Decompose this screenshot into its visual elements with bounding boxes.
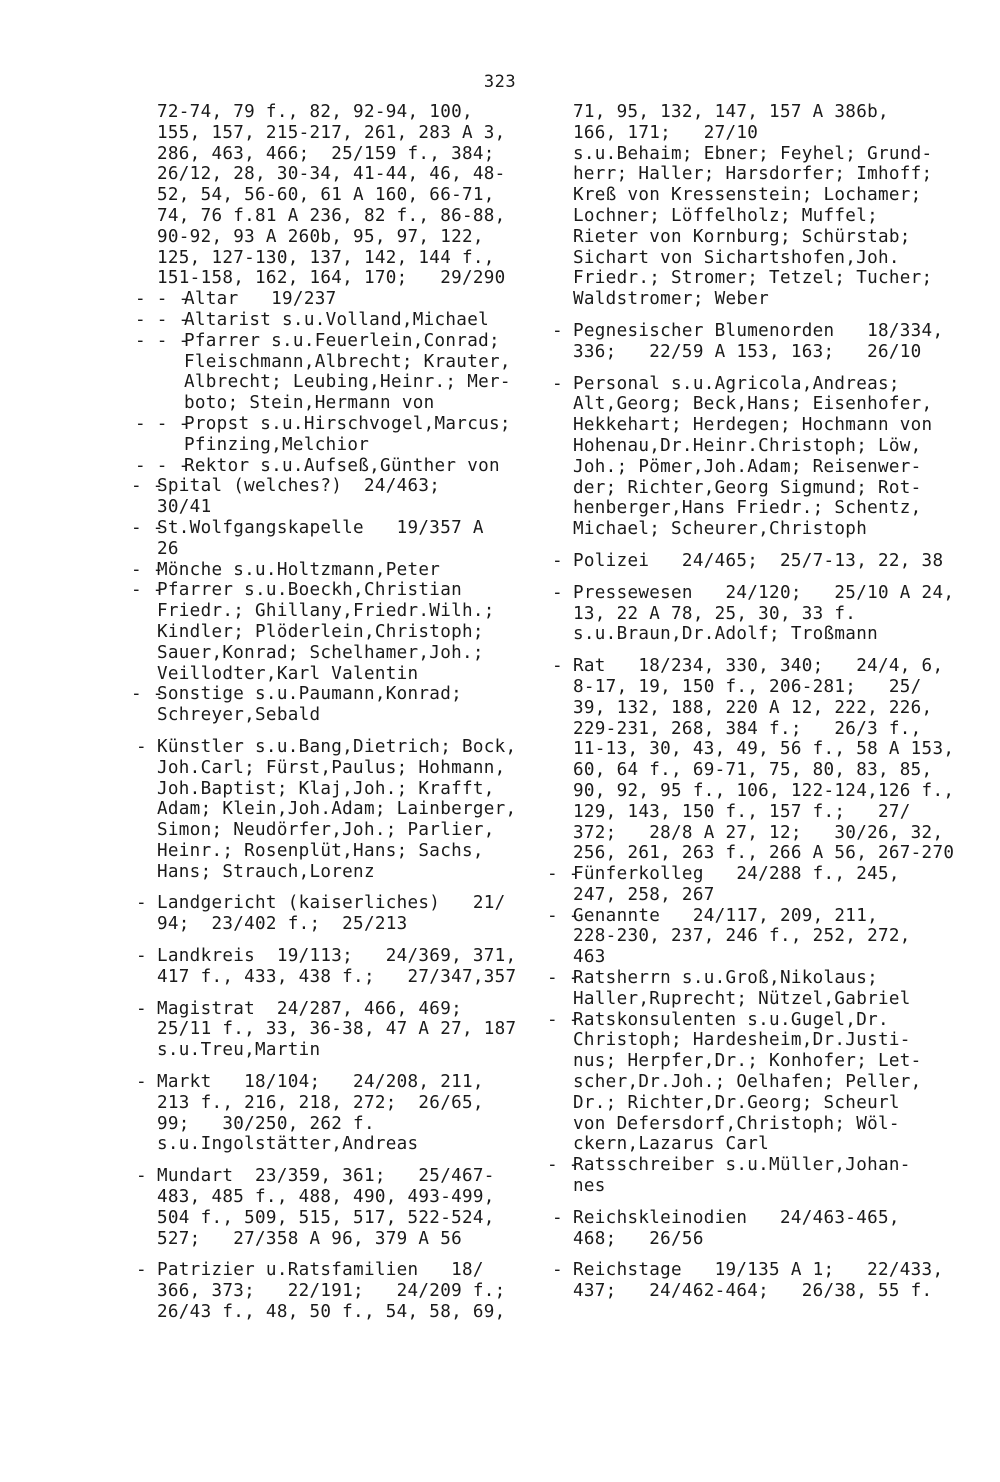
entry-level-dash: - [136, 736, 147, 757]
index-entry [552, 374, 937, 540]
entry-line: Simon; Neudörfer,Joh.; Parlier, [157, 820, 495, 841]
entry-line: 90-92, 93 A 260b, 95, 97, 122, [157, 226, 484, 247]
entry-level-dash: - - [131, 476, 164, 497]
entry-line: Ratsherrn s.u.Groß,Nikolaus; [573, 968, 878, 989]
index-entry [131, 476, 508, 518]
entry-level-dash: - [136, 1166, 147, 1187]
entry-line: 483, 485 f., 488, 490, 493-499, [157, 1187, 495, 1208]
entry-level-dash: - [136, 1260, 147, 1281]
entry-line: Hans; Strauch,Lorenz [157, 861, 375, 882]
index-entry [136, 310, 508, 331]
entry-level-dash: - [552, 550, 563, 571]
index-entry [136, 1072, 508, 1155]
entry-line: 26 [157, 538, 179, 559]
entry-line: boto; Stein,Hermann von [184, 393, 435, 414]
entry-line: Albrecht; Leubing,Heinr.; Mer- [184, 372, 511, 393]
entry-line: 166, 171; 27/10 [573, 122, 759, 143]
entry-line: Polizei 24/465; 25/7-13, 22, 38 [573, 550, 944, 571]
entry-line: 39, 132, 188, 220 A 12, 222, 226, [573, 697, 933, 718]
entry-line: Schreyer,Sebald [157, 705, 321, 726]
entry-line: herr; Haller; Harsdorfer; Imhoff; [573, 164, 933, 185]
entry-line: 25/11 f., 33, 36-38, 47 A 27, 187 [157, 1019, 517, 1040]
index-entry [136, 102, 508, 289]
index-entry [136, 736, 517, 883]
index-entry [136, 893, 508, 935]
entry-line: Sonstige s.u.Paumann,Konrad; [157, 684, 462, 705]
entry-line: 52, 54, 56-60, 61 A 160, 66-71, [157, 185, 495, 206]
index-entry [547, 968, 937, 1010]
entry-line: Fleischmann,Albrecht; Krauter, [184, 351, 511, 372]
entry-line: 74, 76 f.81 A 236, 82 f., 86-88, [157, 205, 506, 226]
entry-line: 125, 127-130, 137, 142, 144 f., [157, 247, 495, 268]
index-entry [136, 289, 508, 310]
entry-line: Dr.; Richter,Dr.Georg; Scheurl [573, 1092, 900, 1113]
entry-line: 60, 64 f., 69-71, 75, 80, 83, 85, [573, 760, 933, 781]
entry-line: s.u.Braun,Dr.Adolf; Troßmann [573, 624, 878, 645]
index-entry [552, 1208, 937, 1250]
entry-line: 13, 22 A 78, 25, 30, 33 f. [573, 603, 857, 624]
entry-level-dash: - [552, 582, 563, 603]
entry-level-dash: - - - [135, 309, 190, 330]
entry-line: Joh.Baptist; Klaj,Joh.; Krafft, [157, 778, 495, 799]
entry-level-dash: - - [547, 968, 580, 989]
entry-line: 11-13, 30, 43, 49, 56 f., 58 A 153, [573, 739, 955, 760]
entry-level-dash: - [552, 1260, 563, 1281]
entry-line: Reichstage 19/135 A 1; 22/433, [573, 1260, 944, 1281]
entry-level-dash: - [136, 946, 147, 967]
entry-line: Genannte 24/117, 209, 211, [573, 905, 878, 926]
entry-level-dash: - - [131, 559, 164, 580]
entry-line: Pfarrer s.u.Feuerlein,Conrad; [184, 330, 500, 351]
left-column [131, 102, 517, 1323]
index-entry [136, 1260, 508, 1322]
entry-line: nes [573, 1176, 606, 1197]
right-column [547, 102, 955, 1302]
entry-line: Magistrat 24/287, 466, 469; [157, 998, 462, 1019]
entry-line: 286, 463, 466; 25/159 f., 384; [157, 143, 495, 164]
entry-level-dash: - - - [135, 330, 190, 351]
index-entry [136, 1166, 508, 1249]
entry-line: Waldstromer; Weber [573, 289, 770, 310]
entry-line: 247, 258, 267 [573, 884, 715, 905]
index-entry [547, 905, 937, 968]
entry-line: Markt 18/104; 24/208, 211, [157, 1072, 484, 1093]
entry-line: Ratskonsulenten s.u.Gugel,Dr. [573, 1009, 889, 1030]
entry-line: 468; 26/56 [573, 1228, 704, 1249]
index-entry [552, 1260, 944, 1302]
entry-line: Altarist s.u.Volland,Michael [184, 309, 489, 330]
entry-line: 372; 28/8 A 27, 12; 30/26, 32, [573, 822, 944, 843]
index-entry [552, 582, 955, 645]
index-entry [552, 656, 955, 864]
index-entry [131, 684, 508, 726]
index-entry [552, 102, 937, 310]
entry-line: Landgericht (kaiserliches) 21/ [157, 893, 506, 914]
entry-level-dash: - [136, 893, 147, 914]
index-entry [547, 1155, 937, 1197]
entry-line: Fünferkolleg 24/288 f., 245, [573, 864, 900, 885]
entry-line: 151-158, 162, 164, 170; 29/290 [157, 268, 506, 289]
entry-level-dash: - [552, 1207, 563, 1228]
entry-line: 72-74, 79 f., 82, 92-94, 100, [157, 102, 473, 122]
entry-line: Reichskleinodien 24/463-465, [573, 1207, 900, 1228]
entry-level-dash: - - [547, 905, 580, 926]
entry-line: 99; 30/250, 262 f. [157, 1113, 375, 1134]
entry-line: henberger,Hans Friedr.; Schentz, [573, 498, 922, 519]
entry-line: s.u.Ingolstätter,Andreas [157, 1134, 419, 1155]
entry-level-dash: - - - [135, 455, 190, 476]
entry-line: Rektor s.u.Aufseß,Günther von [184, 455, 500, 476]
entry-line: Sauer,Konrad; Schelhamer,Joh.; [157, 642, 484, 663]
entry-line: 336; 22/59 A 153, 163; 26/10 [573, 341, 922, 362]
entry-line: 527; 27/358 A 96, 379 A 56 [157, 1228, 462, 1249]
entry-line: Hekkehart; Herdegen; Hochmann von [573, 415, 933, 436]
entry-line: 71, 95, 132, 147, 157 A 386b, [573, 102, 889, 122]
entry-line: 437; 24/462-464; 26/38, 55 f. [573, 1281, 933, 1302]
entry-line: Hohenau,Dr.Heinr.Christoph; Löw, [573, 435, 922, 456]
entry-line: Rat 18/234, 330, 340; 24/4, 6, [573, 656, 944, 677]
entry-line: der; Richter,Georg Sigmund; Rot- [573, 477, 922, 498]
entry-line: Pressewesen 24/120; 25/10 A 24, [573, 582, 955, 603]
entry-line: Alt,Georg; Beck,Hans; Eisenhofer, [573, 394, 933, 415]
entry-line: Friedr.; Stromer; Tetzel; Tucher; [573, 268, 933, 289]
entry-line: Kreß von Kressenstein; Lochamer; [573, 185, 922, 206]
entry-line: Spital (welches?) 24/463; [157, 476, 441, 497]
entry-line: Altar 19/237 [184, 289, 337, 310]
entry-line: Künstler s.u.Bang,Dietrich; Bock, [157, 736, 517, 757]
entry-line: 213 f., 216, 218, 272; 26/65, [157, 1092, 484, 1113]
entry-line: Joh.; Pömer,Joh.Adam; Reisenwer- [573, 456, 922, 477]
entry-line: 30/41 [157, 497, 212, 518]
entry-line: Sichart von Sichartshofen,Joh. [573, 247, 900, 268]
index-entry [131, 559, 508, 581]
entry-line: Adam; Klein,Joh.Adam; Lainberger, [157, 799, 517, 820]
entry-line: 26/12, 28, 30-34, 41-44, 46, 48- [157, 164, 506, 185]
index-entry [136, 456, 508, 477]
entry-line: 256, 261, 263 f., 266 A 56, 267-270 [573, 843, 955, 864]
entry-level-dash: - [552, 373, 563, 394]
entry-line: von Defersdorf,Christoph; Wöl- [573, 1113, 900, 1134]
entry-line: scher,Dr.Joh.; Oelhafen; Peller, [573, 1072, 922, 1093]
entry-line: 90, 92, 95 f., 106, 122-124,126 f., [573, 780, 955, 801]
entry-line: 228-230, 237, 246 f., 252, 272, [573, 926, 911, 947]
entry-level-dash: - - [131, 684, 164, 705]
index-entry [135, 330, 511, 414]
entry-line: 366, 373; 22/191; 24/209 f.; [157, 1281, 506, 1302]
entry-line: Kindler; Plöderlein,Christoph; [157, 621, 484, 642]
entry-line: nus; Herpfer,Dr.; Konhofer; Let- [573, 1051, 922, 1072]
entry-line: Patrizier u.Ratsfamilien 18/ [157, 1260, 484, 1281]
entry-line: s.u.Behaim; Ebner; Feyhel; Grund- [573, 143, 933, 164]
entry-line: Pegnesischer Blumenorden 18/334, [573, 320, 944, 341]
entry-line: 463 [573, 947, 606, 968]
entry-level-dash: - [136, 998, 147, 1019]
entry-line: 94; 23/402 f.; 25/213 [157, 914, 408, 935]
entry-line: ckern,Lazarus Carl [573, 1134, 770, 1155]
entry-line: Ratsschreiber s.u.Müller,Johan- [573, 1155, 911, 1176]
entry-line: Christoph; Hardesheim,Dr.Justi- [573, 1030, 911, 1051]
entry-level-dash: - - [131, 517, 164, 538]
entry-line: 129, 143, 150 f., 157 f.; 27/ [573, 801, 911, 822]
entry-line: Pfarrer s.u.Boeckh,Christian [157, 580, 462, 601]
entry-line: Friedr.; Ghillany,Friedr.Wilh.; [157, 601, 495, 622]
entry-line: Landkreis 19/113; 24/369, 371, [157, 946, 517, 967]
entry-level-dash: - - [547, 1009, 580, 1030]
entry-line: Lochner; Löffelholz; Muffel; [573, 205, 878, 226]
index-entry [136, 998, 517, 1061]
entry-line: 155, 157, 215-217, 261, 283 A 3, [157, 122, 506, 143]
entry-line: Mönche s.u.Holtzmann,Peter [157, 559, 441, 580]
entry-line: 417 f., 433, 438 f.; 27/347,357 [157, 966, 517, 987]
entry-line: Haller,Ruprecht; Nützel,Gabriel [573, 988, 911, 1009]
entry-line: 8-17, 19, 150 f., 206-281; 25/ [573, 676, 922, 697]
page-number: 323 [483, 72, 517, 92]
entry-line: Rieter von Kornburg; Schürstab; [573, 226, 911, 247]
entry-level-dash: - - [547, 864, 580, 885]
index-entry [131, 517, 508, 560]
entry-level-dash: - - [547, 1155, 580, 1176]
entry-line: 26/43 f., 48, 50 f., 54, 58, 69, [157, 1302, 506, 1323]
entry-level-dash: - - - [135, 289, 190, 310]
entry-level-dash: - [552, 656, 563, 677]
index-entry [547, 864, 937, 906]
index-entry [136, 946, 517, 988]
entry-level-dash: - [136, 1072, 147, 1093]
entry-line: 504 f., 509, 515, 517, 522-524, [157, 1207, 495, 1228]
entry-level-dash: - - [131, 580, 164, 601]
index-entry [552, 550, 944, 572]
index-entry [547, 1009, 937, 1156]
entry-line: Personal s.u.Agricola,Andreas; [573, 373, 900, 394]
entry-level-dash: - - - [135, 413, 190, 434]
index-entry [552, 320, 944, 363]
entry-line: Heinr.; Rosenplüt,Hans; Sachs, [157, 840, 484, 861]
index-entry [131, 580, 508, 684]
entry-line: Joh.Carl; Fürst,Paulus; Hohmann, [157, 757, 506, 778]
entry-line: 229-231, 268, 384 f.; 26/3 f., [573, 718, 922, 739]
entry-line: Propst s.u.Hirschvogel,Marcus; [184, 413, 511, 434]
entry-line: Pfinzing,Melchior [184, 434, 370, 455]
index-entry [135, 413, 511, 456]
entry-line: Michael; Scheurer,Christoph [573, 519, 868, 540]
entry-line: Mundart 23/359, 361; 25/467- [157, 1166, 495, 1187]
entry-line: St.Wolfgangskapelle 19/357 A [157, 517, 484, 538]
entry-line: Veillodter,Karl Valentin [157, 663, 419, 684]
entry-level-dash: - [552, 320, 563, 341]
entry-line: s.u.Treu,Martin [157, 1040, 321, 1061]
